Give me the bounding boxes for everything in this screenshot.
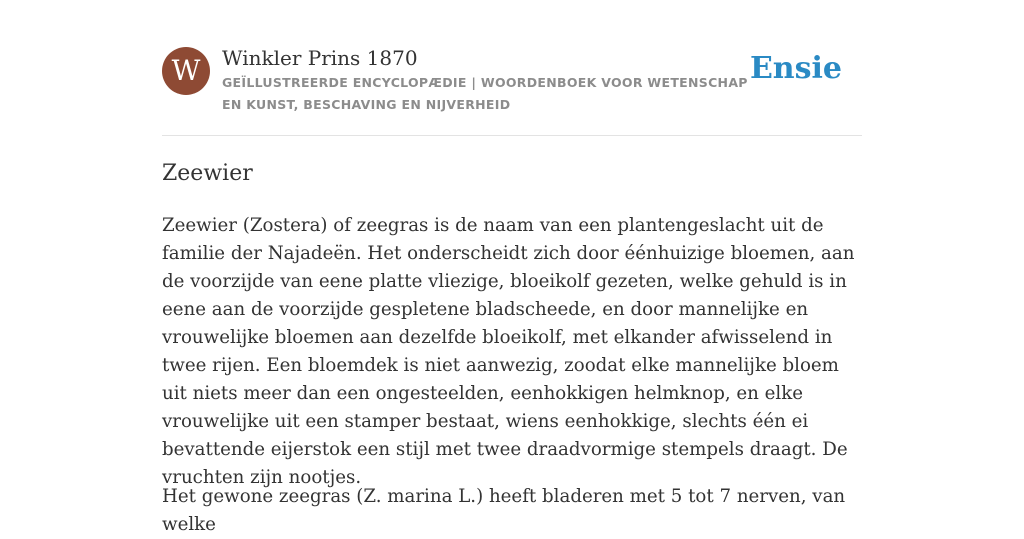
article-paragraph: Het gewone zeegras (Z. marina L.) heeft bladeren met 5 tot 7 nerven, van welke [162, 486, 846, 535]
article-paragraph: Zeewier (Zostera) of zeegras is de naam van een plantengeslacht uit de familie der Najadeën. Het onderscheidt zich door éénhuizige bloemen, aan de voorzijde van eene platte vliezige, bloeikolf gezeten, welke gehuld is in eene aan de voorzijde gespletene bladscheede, en door mannelijke en vrouwelijke bloemen aan dezelfde bloeikolf, met elkander afwisselend in twee rijen. Een bloemdek is niet aanwezig, zoodat elke mannelijke bloem uit niets meer dan een ongesteelden, eenhokkigen helmknop, en elke vrouwelijke uit een stamper bestaat, wiens eenhokkige, slechts één ei bevattende eijerstok een stijl met twee draadvormige stempels draagt. De vruchten zijn nootjes. [162, 215, 855, 488]
article-title: Zeewier [162, 161, 253, 186]
content-column [162, 0, 862, 535]
source-header [162, 0, 862, 136]
ensie-logo-link[interactable]: Ensie [749, 51, 842, 86]
source-avatar[interactable]: W [162, 47, 210, 95]
source-title[interactable]: Winkler Prins 1870 [222, 46, 418, 70]
source-subtitle: GEÏLLUSTREERDE ENCYCLOPÆDIE | WOORDENBOEK VOOR WETENSCHAP EN KUNST, BESCHAVING EN NIJVERHEID [222, 75, 748, 112]
